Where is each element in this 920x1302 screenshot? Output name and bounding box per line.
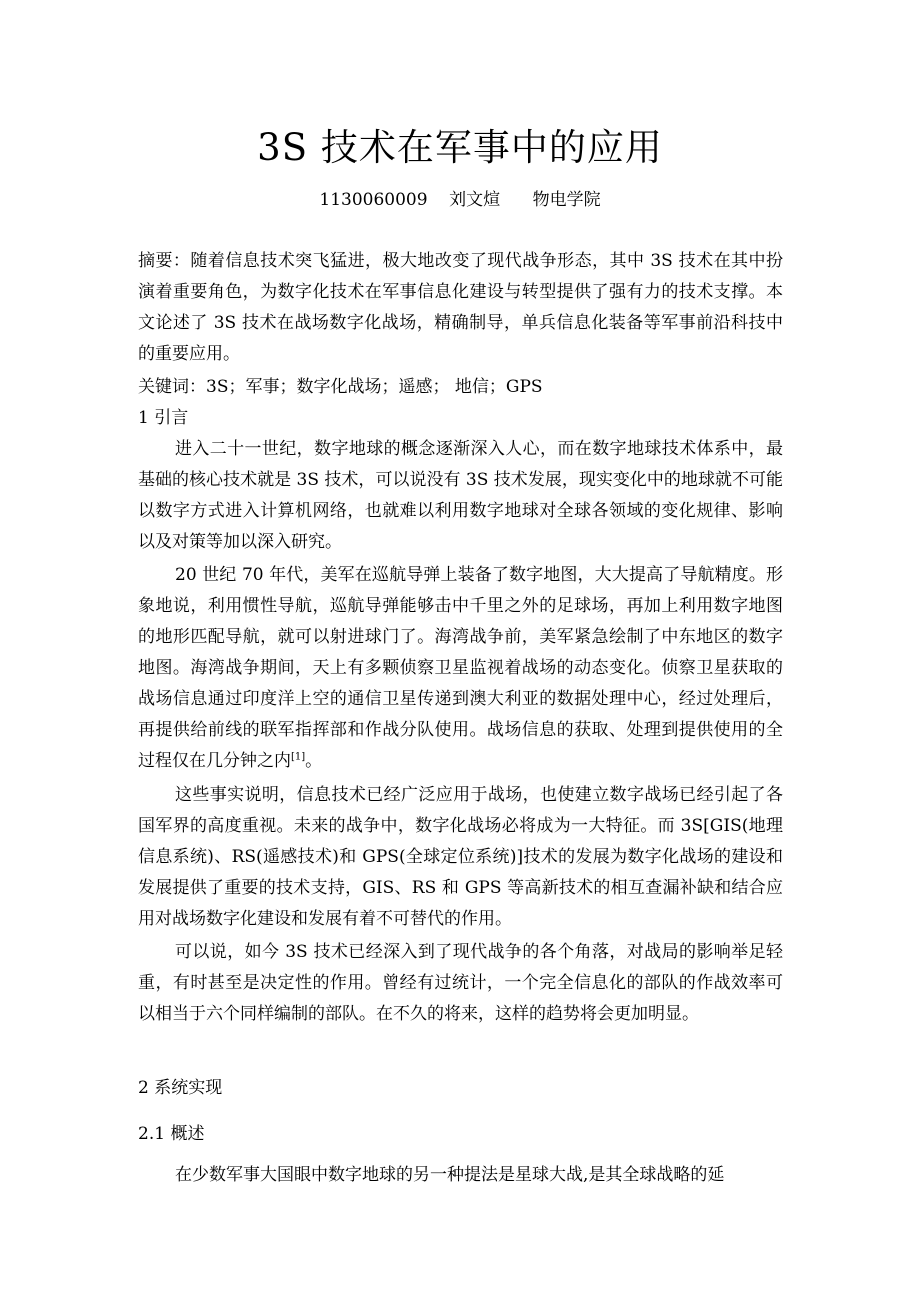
keywords-line: 关键词：3S；军事；数字化战场；遥感； 地信；GPS [138,377,543,397]
paragraph-text-5: 在少数军事大国眼中数字地球的另一种提法是星球大战,是其全球战略的延 [175,1165,725,1185]
section-heading-introduction: 1 引言 [138,408,189,428]
paragraph-2-body: 20 世纪 70 年代，美军在巡航导弹上装备了数字地图，大大提高了导航精度。形象地说，利用惯性导航，巡航导弹能够击中千里之外的足球场，再加上利用数字地图的地形匹配导航，就可以射进球门了。海湾战争前，美军紧急绘制了中东地区的数字地图。海湾战争期间，天上有多颗侦察卫星监视着战场的动态变化。侦察卫星获取的战场信息通过印度洋上空的通信卫星传递到澳大利亚的数据处理中心，经过处理后，再提供给前线的联军指挥部和作战分队使用。战场信息的获取、处理到提供使用的全过程仅在几分钟之内 [138,565,783,771]
paragraph-2-end: 。 [305,751,323,771]
abstract-paragraph [138,246,783,370]
paragraph-text: 进入二十一世纪，数字地球的概念逐渐深入人心，而在数字地球技术体系中，最基础的核心技术就是 3S 技术，可以说没有 3S 技术发展，现实变化中的地球就不可能以数字方式进入计算机网络，也就难以利用数字地球对全球各领域的变化规律、影响以及对策等加以深入研究。 [138,439,783,552]
paragraph-text-3: 这些事实说明，信息技术已经广泛应用于战场，也使建立数字战场已经引起了各国军界的高度重视。未来的战争中，数字化战场必将成为一大特征。而 3S[GIS(地理信息系统)、RS(遥感技术)和 GPS(全球定位系统)]技术的发展为数字化战场的建设和发展提供了重要的技术支持，GIS、RS 和 GPS 等高新技术的相互查漏补缺和结合应用对战场数字化建设和发展有着不可替代的作用。 [138,785,783,929]
abstract-text: 摘要：随着信息技术突飞猛进，极大地改变了现代战争形态，其中 3S 技术在其中扮演着重要角色，为数字化技术在军事信息化建设与转型提供了强有力的技术支撑。本文论述了 3S 技术在战场数字化战场，精确制导，单兵信息化装备等军事前沿科技中的重要应用。 [138,251,783,364]
body-paragraph-2 [138,560,783,777]
body-paragraph-3 [138,780,783,935]
body-paragraph-4 [138,937,783,1030]
body-paragraph-1 [138,434,783,558]
paragraph-text-4: 可以说，如今 3S 技术已经深入到了现代战争的各个角落，对战局的影响举足轻重，有时甚至是决定性的作用。曾经有过统计，一个完全信息化的部队的作战效率可以相当于六个同样编制的部队。在不久的将来，这样的趋势将会更加明显。 [138,942,783,1024]
document-title: 3S 技术在军事中的应用 [257,126,663,169]
paragraph-text-2 [138,560,783,777]
body-paragraph-5 [138,1160,783,1191]
citation-ref: [1] [291,751,306,763]
subsection-heading-overview: 2.1 概述 [138,1124,205,1144]
author-line: 1130060009 刘文煊 物电学院 [319,190,601,210]
section-heading-system: 2 系统实现 [138,1078,223,1098]
